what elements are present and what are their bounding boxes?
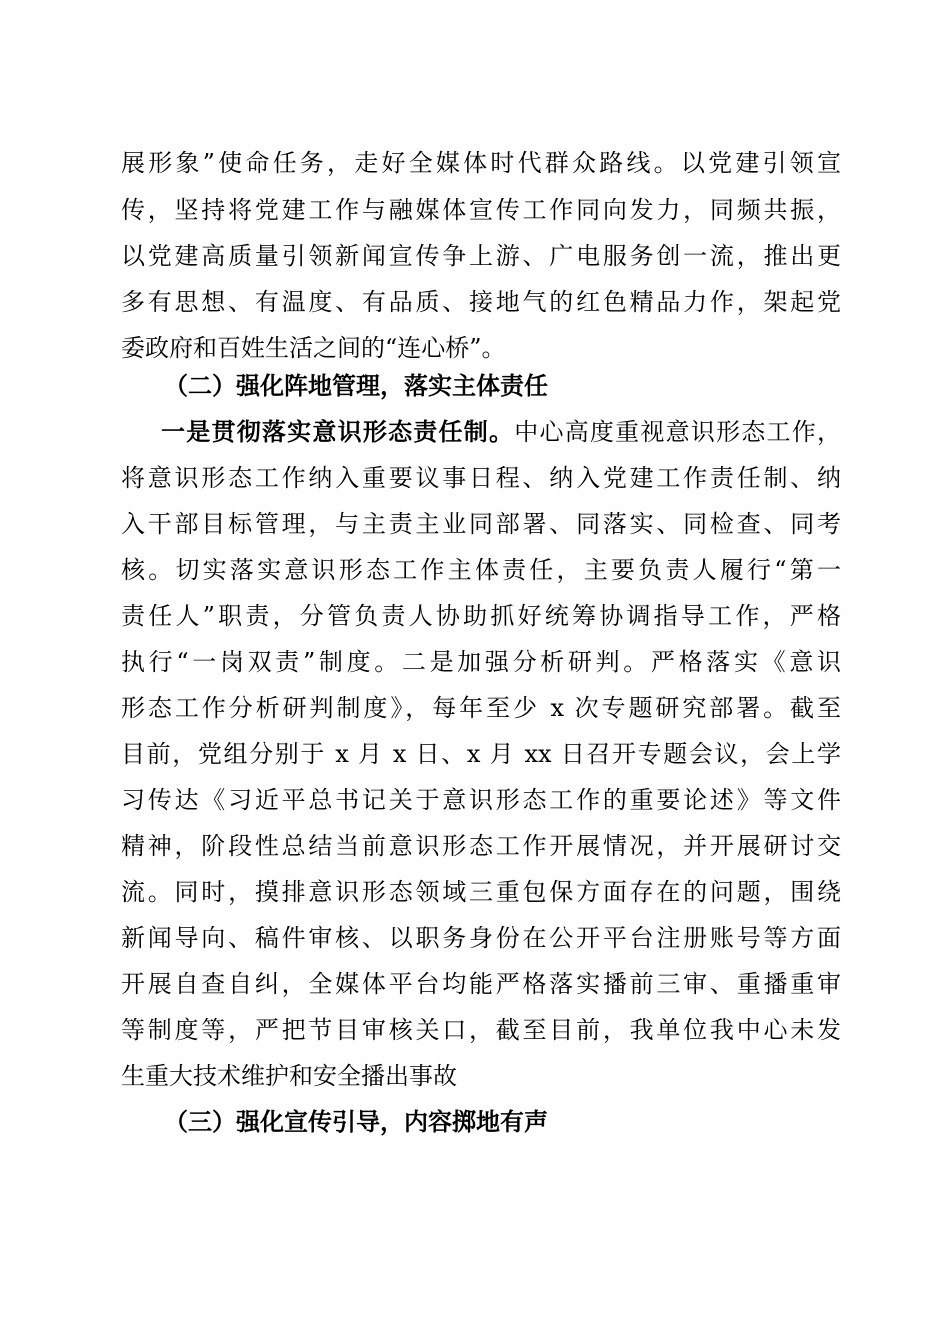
paragraph-lead-rest: 中心高度重视意识形态工作， [514,418,842,446]
paragraph-line: 入干部目标管理，与主责主业同部署、同落实、同检查、同考 [121,510,841,538]
paragraph-line: 核。切实落实意识形态工作主体责任，主要负责人履行“第一 [121,556,841,584]
paragraph-line: 委政府和百姓生活之间的“连心桥”。 [121,334,506,362]
paragraph-line: 展形象”使命任务，走好全媒体时代群众路线。以党建引领宣 [121,149,841,177]
paragraph-line: 多有思想、有温度、有品质、接地气的红色精品力作，架起党 [121,288,841,316]
paragraph-line: 责任人”职责，分管负责人协助抓好统筹协调指导工作，严格 [121,602,841,630]
paragraph-line: 执行“一岗双责”制度。二是加强分析研判。严格落实《意识 [121,648,841,676]
paragraph-line: 开展自查自纠，全媒体平台均能严格落实播前三审、重播重审 [121,970,841,998]
paragraph-line: 将意识形态工作纳入重要议事日程、纳入党建工作责任制、纳 [121,464,841,492]
section-heading: （三）强化宣传引导，内容掷地有声 [164,1107,548,1136]
paragraph-line: 目前，党组分别于 x 月 x 日、x 月 xx 日召开专题会议，会上学 [121,740,841,768]
paragraph-line: 以党建高质量引领新闻宣传争上游、广电服务创一流，推出更 [121,242,841,270]
paragraph-line: 精神，阶段性总结当前意识形态工作开展情况，并开展研讨交 [121,832,841,860]
paragraph-lead-bold: 一是贯彻落实意识形态责任制。 [161,417,515,446]
paragraph-line: 新闻导向、稿件审核、以职务身份在公开平台注册账号等方面 [121,924,841,952]
paragraph-line: 形态工作分析研判制度》，每年至少 x 次专题研究部署。截至 [121,694,841,722]
section-heading: （二）强化阵地管理，落实主体责任 [164,371,548,400]
paragraph-line: 生重大技术维护和安全播出事故 [121,1062,457,1090]
paragraph-line: 传，坚持将党建工作与融媒体宣传工作同向发力，同频共振， [121,196,841,224]
paragraph-line: 习传达《习近平总书记关于意识形态工作的重要论述》等文件 [121,786,841,814]
paragraph-line: 等制度等，严把节目审核关口，截至目前，我单位我中心未发 [121,1016,841,1044]
paragraph-first-line [161,412,841,452]
paragraph-line: 流。同时，摸排意识形态领域三重包保方面存在的问题，围绕 [121,878,841,906]
